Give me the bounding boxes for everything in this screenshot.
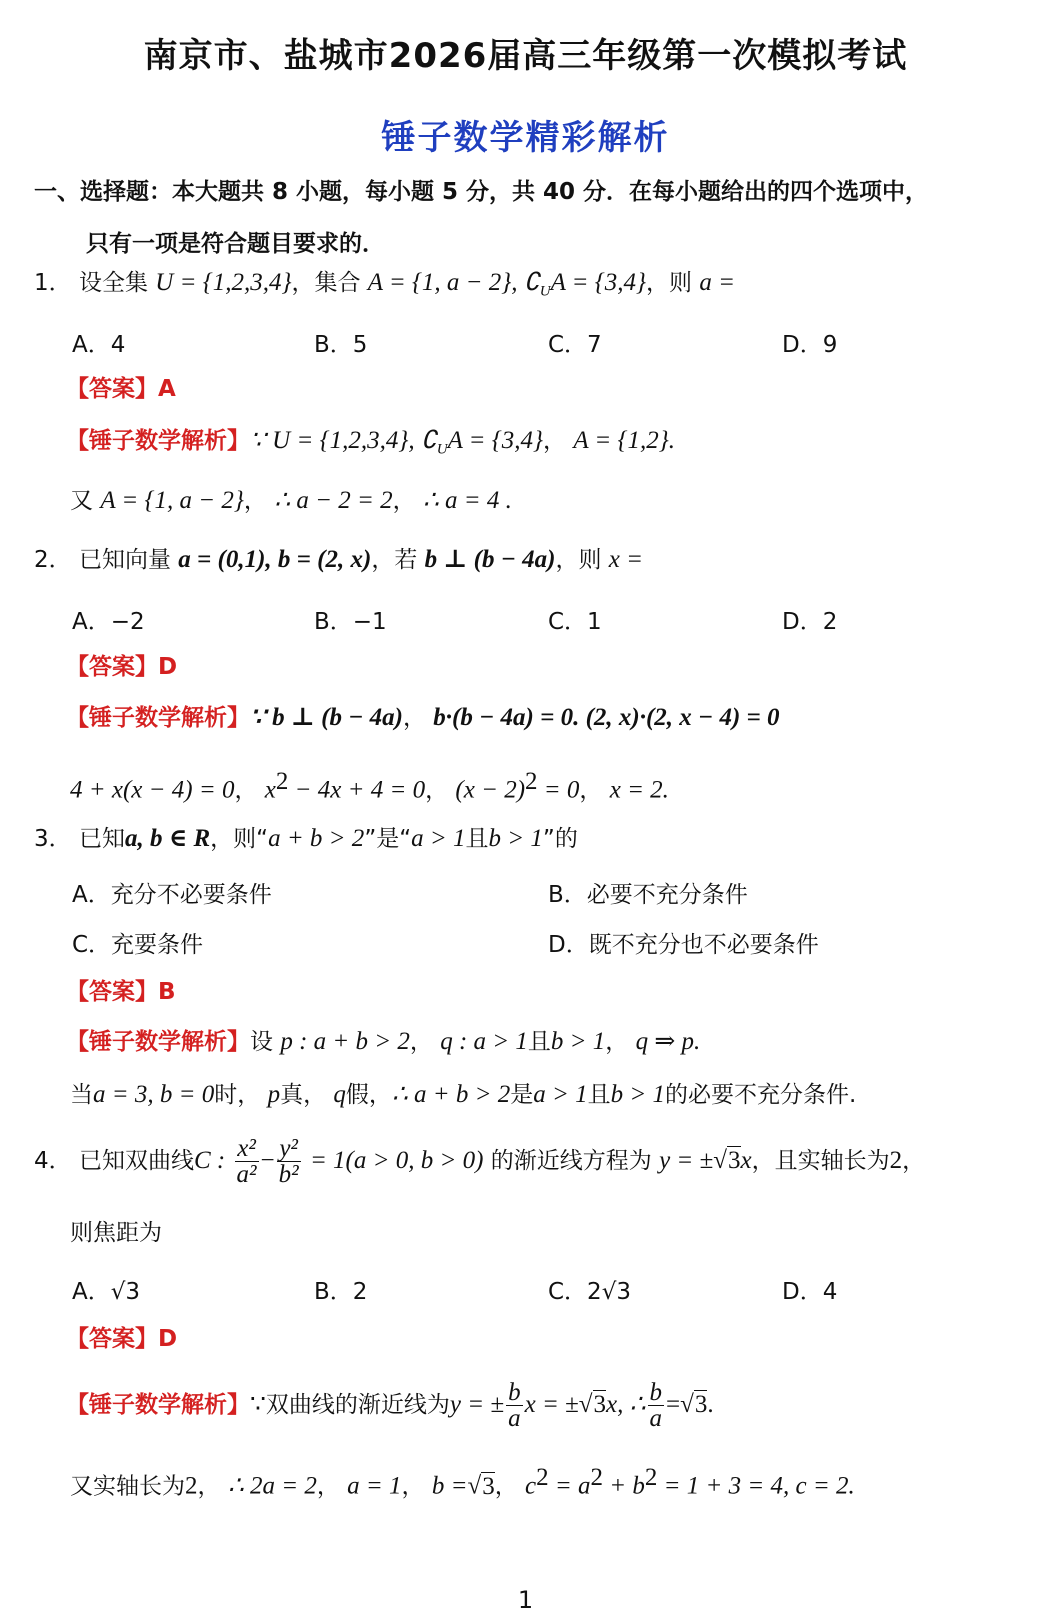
answer-value: D [158, 1326, 178, 1352]
stem-math: b > 1 [488, 825, 543, 852]
stem-text: 已知 [78, 826, 125, 852]
stem-math: a + b > 2 [268, 825, 365, 852]
sqrt-icon: √ [578, 1391, 593, 1418]
analysis-subscript: U [436, 441, 448, 458]
analysis-math: . [707, 1391, 714, 1418]
analysis-math: q [333, 1081, 346, 1108]
fraction [277, 1136, 301, 1187]
q1-analysis [66, 424, 675, 467]
analysis-math: ∴ a − 2 = 2 [274, 487, 393, 514]
q1-analysis-line2 [70, 484, 512, 518]
analysis-math: ∵ [250, 1391, 266, 1418]
stem-text: 已知双曲线 [78, 1148, 194, 1174]
q2-analysis-line2 [70, 765, 669, 808]
analysis-math: x [264, 776, 276, 804]
q4-option-a: A．√3 [72, 1279, 141, 1305]
analysis-math: A = {1, a − 2} [100, 487, 244, 514]
analysis-math: a = 1 [347, 1472, 402, 1500]
sqrt-radicand: 3 [482, 1472, 495, 1500]
stem-text: ，则 [555, 547, 602, 573]
sqrt-icon: √ [713, 1147, 727, 1174]
stem-text: ”是“ [364, 826, 412, 852]
analysis-math: x, ∴ [606, 1391, 646, 1418]
stem-text: 设全集 [78, 270, 148, 296]
superscript: 2 [590, 1464, 603, 1491]
q2-analysis [66, 701, 780, 735]
stem-text: 的渐近线方程为 [490, 1148, 652, 1174]
analysis-math: = 1 + 3 = 4, c = 2. [657, 1472, 855, 1500]
answer-value: A [158, 376, 176, 402]
q4-analysis-line2 [70, 1461, 855, 1504]
question-2-stem [34, 543, 643, 577]
q1-option-b: B．5 [314, 332, 368, 358]
q2-option-d: D．2 [782, 609, 838, 635]
analysis-text: ， [316, 1473, 340, 1500]
analysis-text: ， [392, 488, 416, 514]
analysis-math: y = ± [449, 1391, 505, 1418]
stem-math: U = {1,2,3,4} [155, 269, 292, 296]
analysis-text: 时， [214, 1082, 261, 1108]
analysis-text: ， [243, 488, 267, 514]
question-1-stem [34, 266, 735, 309]
fraction-numerator: x² [235, 1136, 259, 1162]
section-heading-line1: 一、选择题：本大题共 8 小题，每小题 5 分，共 40 分．在每小题给出的四个选项中， [34, 179, 929, 205]
fraction-denominator: a² [236, 1161, 257, 1188]
analysis-text: ， [197, 1473, 221, 1500]
analysis-text: 又 [70, 488, 93, 514]
q1-answer [66, 372, 176, 406]
stem-text: ， [902, 1148, 926, 1174]
analysis-text: ， [402, 705, 426, 731]
analysis-text: 的必要不充分条件. [665, 1082, 857, 1108]
stem-text: ”的 [542, 826, 578, 852]
analysis-math: ∴ a + b > 2 [391, 1081, 511, 1108]
fraction-denominator: a [508, 1405, 521, 1432]
answer-value: B [158, 979, 176, 1005]
q1-option-c: C．7 [548, 332, 602, 358]
fraction-numerator: b [649, 1379, 663, 1406]
analysis-text: 且 [587, 1082, 611, 1108]
stem-text: 且 [465, 826, 489, 852]
answer-label: 【答案】 [66, 654, 158, 680]
q3-option-b: B．必要不充分条件 [548, 882, 748, 908]
analysis-math: x = 2. [609, 776, 669, 804]
analysis-text: ， [605, 1029, 629, 1055]
fraction-denominator: a [649, 1405, 663, 1432]
stem-text: ，则“ [210, 826, 269, 852]
fraction-numerator: b [508, 1379, 521, 1406]
analysis-label: 【锤子数学解析】 [66, 428, 250, 454]
question-number: 4． [34, 1148, 72, 1174]
stem-math: b ⊥ (b − 4a) [424, 546, 556, 573]
stem-math: − [260, 1147, 275, 1174]
analysis-math: c [525, 1472, 537, 1500]
q3-analysis [66, 1025, 700, 1059]
stem-math: y = ± [659, 1147, 714, 1174]
q3-answer [66, 975, 176, 1009]
q4-option-d: D．4 [782, 1279, 838, 1305]
analysis-text: ， [409, 1029, 433, 1055]
analysis-text: 且 [527, 1029, 551, 1055]
stem-math: a > 1 [411, 825, 466, 852]
q3-option-d: D．既不充分也不必要条件 [548, 932, 819, 958]
stem-math: a = (0,1), b = (2, x) [178, 546, 372, 573]
question-4-stem [34, 1136, 925, 1187]
analysis-label: 【锤子数学解析】 [66, 1392, 250, 1418]
analysis-math: b = [431, 1472, 468, 1500]
q3-analysis-line2 [70, 1078, 856, 1112]
q4-answer [66, 1322, 177, 1356]
q3-option-a: A．充分不必要条件 [72, 882, 272, 908]
analysis-math: + b [603, 1472, 645, 1500]
stem-subscript: U [539, 283, 551, 300]
q2-option-c: C．1 [548, 609, 602, 635]
superscript: 2 [275, 768, 289, 795]
analysis-text: 又实轴长为 [70, 1473, 185, 1500]
answer-label: 【答案】 [66, 376, 158, 402]
stem-math: C : [193, 1147, 226, 1174]
page-subtitle: 锤子数学精彩解析 [381, 118, 670, 158]
analysis-text: 是 [510, 1082, 534, 1108]
analysis-label: 【锤子数学解析】 [66, 1029, 250, 1055]
question-4-stem-line2: 则焦距为 [70, 1220, 162, 1246]
q4-option-c: C．2√3 [548, 1279, 631, 1305]
analysis-text: 双曲线的渐近线为 [265, 1392, 450, 1418]
stem-math: A = {3,4} [550, 269, 646, 296]
analysis-math: ∵ b ⊥ (b − 4a) [250, 704, 403, 731]
sqrt-radicand: 3 [593, 1391, 607, 1418]
sqrt-icon: √ [467, 1472, 482, 1500]
q4-analysis [66, 1380, 714, 1431]
fraction-numerator: y² [277, 1136, 301, 1162]
analysis-math: p [267, 1081, 281, 1108]
stem-math: = 1(a > 0, b > 0) [309, 1147, 484, 1174]
stem-math: a = [699, 269, 735, 296]
fraction [235, 1136, 259, 1187]
sqrt-radicand: 3 [728, 1147, 741, 1174]
fraction-denominator: b² [278, 1161, 299, 1188]
question-number: 1． [34, 270, 72, 296]
analysis-math: b > 1 [610, 1081, 666, 1108]
analysis-math: = 0 [537, 776, 580, 804]
analysis-text: ， [425, 777, 449, 804]
section-heading [34, 166, 1024, 270]
analysis-math: A = {1,2}. [573, 427, 676, 454]
analysis-math: − 4x + 4 = 0 [288, 776, 426, 804]
sqrt-icon: √ [680, 1391, 694, 1418]
question-number: 3． [34, 826, 72, 852]
analysis-math: = [666, 1391, 681, 1418]
analysis-math: = a [548, 1472, 591, 1500]
page-number: 1 [517, 1586, 534, 1614]
superscript: 2 [525, 768, 538, 795]
analysis-math: 4 + x(x − 4) = 0 [70, 776, 235, 804]
page-title: 南京市、盐城市2026届高三年级第一次模拟考试 [143, 36, 908, 76]
stem-math: A = {1, a − 2}, ∁ [367, 269, 540, 296]
analysis-math: A = {3,4} [447, 427, 544, 454]
analysis-math: ∴ 2a = 2 [227, 1472, 317, 1500]
section-heading-line2: 只有一项是符合题目要求的． [86, 231, 385, 257]
stem-math: x = [608, 546, 643, 573]
stem-text: ，集合 [291, 270, 361, 296]
analysis-math: q ⇒ p. [635, 1028, 701, 1055]
analysis-text: ， [234, 777, 258, 804]
analysis-text: ， [579, 777, 603, 804]
analysis-text: 假， [345, 1082, 392, 1108]
analysis-math: ∵ U = {1,2,3,4}, ∁ [250, 427, 437, 454]
q1-option-a: A．4 [72, 332, 126, 358]
analysis-math: b > 1 [550, 1028, 606, 1055]
analysis-math: q : a > 1 [440, 1028, 528, 1055]
analysis-text: ， [543, 428, 567, 454]
analysis-text: 当 [70, 1082, 93, 1108]
q1-option-d: D．9 [782, 332, 838, 358]
q2-option-a: A．−2 [72, 609, 145, 635]
fraction [648, 1380, 665, 1431]
analysis-math: x = ± [524, 1391, 579, 1418]
analysis-math: a = 3, b = 0 [93, 1081, 215, 1108]
analysis-math: ∴ a = 4 . [422, 487, 512, 514]
superscript: 2 [536, 1464, 549, 1491]
analysis-text: 真， [280, 1082, 327, 1108]
analysis-math: 2 [185, 1472, 198, 1500]
q4-option-b: B．2 [314, 1279, 368, 1305]
analysis-math: a > 1 [533, 1081, 588, 1108]
analysis-math: b·(b − 4a) = 0. (2, x)·(2, x − 4) = 0 [433, 704, 780, 731]
q2-option-b: B．−1 [314, 609, 387, 635]
stem-text: 已知向量 [78, 547, 171, 573]
sqrt-radicand: 3 [694, 1391, 708, 1418]
fraction [506, 1380, 523, 1431]
q2-answer [66, 650, 177, 684]
analysis-math: (x − 2) [455, 776, 526, 804]
stem-text: ，则 [646, 270, 692, 296]
stem-math: x [740, 1147, 752, 1174]
answer-label: 【答案】 [66, 979, 158, 1005]
superscript: 2 [644, 1464, 658, 1491]
stem-text: ，且实轴长为 [751, 1148, 890, 1174]
stem-text: ，若 [371, 547, 418, 573]
question-number: 2． [34, 547, 72, 573]
analysis-text: ， [494, 1473, 518, 1500]
analysis-text: 设 [250, 1029, 273, 1055]
answer-label: 【答案】 [66, 1326, 158, 1352]
analysis-math: p : a + b > 2 [280, 1028, 410, 1055]
q3-option-c: C．充要条件 [72, 932, 204, 958]
stem-math: a, b ∈ R [124, 825, 211, 852]
stem-math: 2 [889, 1147, 903, 1174]
answer-value: D [158, 654, 178, 680]
analysis-label: 【锤子数学解析】 [66, 705, 250, 731]
analysis-text: ， [401, 1473, 425, 1500]
question-3-stem [34, 822, 578, 856]
